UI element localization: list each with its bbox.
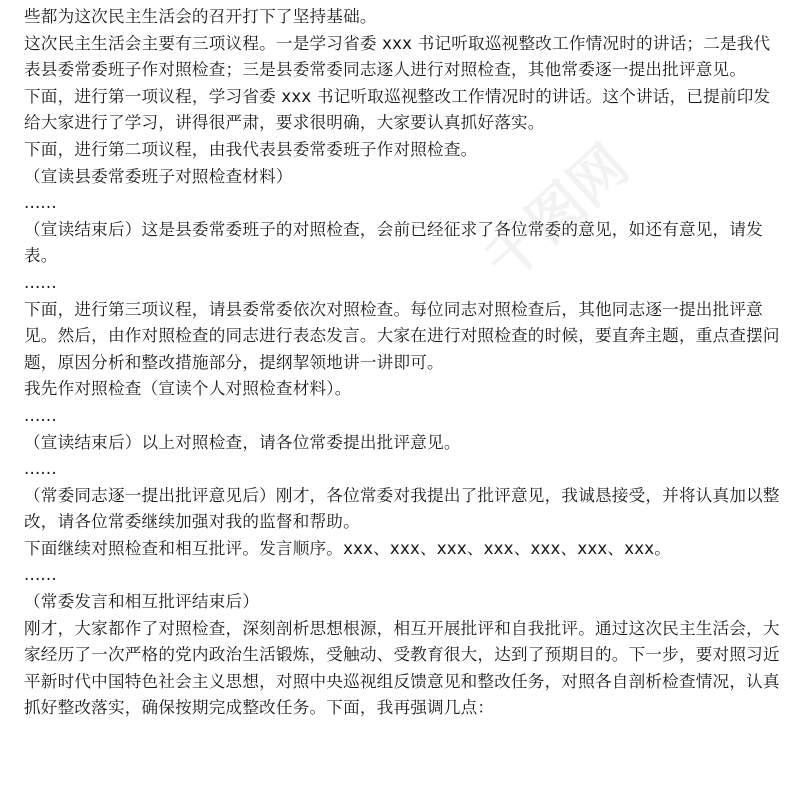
paragraph: 下面，进行第三项议程，请县委常委依次对照检查。每位同志对照检查后，其他同志逐一提出批评意见。然后，由作对照检查的同志进行表态发言。大家在进行对照检查的时候，要直奔主题，重点查摆问题，原因分析和整改措施部分，提纲挈领地讲一讲即可。 <box>24 299 780 372</box>
paragraph: 刚才，大家都作了对照检查，深刻剖析思想根源，相互开展批评和自我批评。通过这次民主生活会，大家经历了一次严格的党内政治生活锻炼，受触动、受教育很大，达到了预期目的。下一步，要对照习近平新时代中国特色社会主义思想，对照中央巡视组反馈意见和整改任务，对照各自剖析检查情况，认真抓好整改落实，确保按期完成整改任务。下面，我再强调几点： <box>24 618 780 718</box>
paragraph: 下面，进行第二项议程，由我代表县委常委班子作对照检查。 <box>24 139 478 159</box>
paragraph: （常委同志逐一提出批评意见后）刚才，各位常委对我提出了批评意见，我诚恳接受，并将认真加以整改，请各位常委继续加强对我的监督和帮助。 <box>24 485 780 532</box>
paragraph: 些都为这次民主生活会的召开打下了坚持基础。 <box>24 7 377 26</box>
paragraph: 下面继续对照检查和相互批评。发言顺序。xxx、xxx、xxx、xxx、xxx、xxx、xxx。 <box>24 538 672 558</box>
paragraph: （宣读结束后）以上对照检查，请各位常委提出批评意见。 <box>24 432 461 452</box>
ellipsis-line: ...... <box>24 405 57 425</box>
paragraph: 我先作对照检查（宣读个人对照检查材料）。 <box>24 379 352 399</box>
paragraph: 下面，进行第一项议程，学习省委 xxx 书记听取巡视整改工作情况时的讲话。这个讲话，已提前印发给大家进行了学习，讲得很严肃，要求很明确，大家要认真抓好落实。 <box>24 86 771 133</box>
paragraph: （宣读县委常委班子对照检查材料） <box>24 166 293 186</box>
document-body <box>24 4 784 722</box>
paragraph: 这次民主生活会主要有三项议程。一是学习省委 xxx 书记听取巡视整改工作情况时的讲话；二是我代表县委常委班子作对照检查；三是县委常委同志逐人进行对照检查，其他常委逐一提出批评意见。 <box>24 33 771 80</box>
paragraph: （宣读结束后）这是县委常委班子的对照检查，会前已经征求了各位常委的意见，如还有意见，请发表。 <box>24 219 763 266</box>
ellipsis-line: ...... <box>24 272 57 292</box>
ellipsis-line: ...... <box>24 193 57 213</box>
ellipsis-line: ...... <box>24 565 57 585</box>
paragraph: （常委发言和相互批评结束后） <box>24 592 260 612</box>
ellipsis-line: ...... <box>24 459 57 479</box>
watermark: 千图网 <box>472 132 642 294</box>
